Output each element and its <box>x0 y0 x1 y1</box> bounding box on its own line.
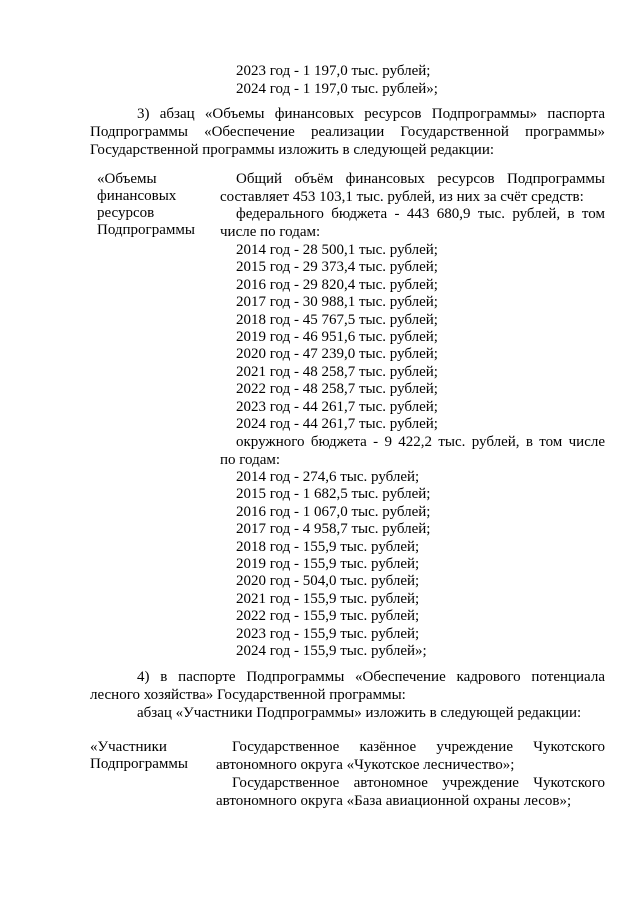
year-line: 2019 год - 155,9 тыс. рублей; <box>236 556 420 573</box>
year-line: 2021 год - 48 258,7 тыс. рублей; <box>236 363 438 380</box>
year-line: 2017 год - 4 958,7 тыс. рублей; <box>236 521 431 538</box>
year-line: 2017 год - 30 988,1 тыс. рублей; <box>236 294 438 311</box>
year-line: 2016 год - 1 067,0 тыс. рублей; <box>236 503 431 520</box>
table-text-line: Государственное автономное учреждение Чукотского <box>232 775 605 791</box>
year-line: 2023 год - 44 261,7 тыс. рублей; <box>236 398 438 415</box>
year-line: 2015 год - 1 682,5 тыс. рублей; <box>236 486 431 503</box>
table-text-line: Государственное казённое учреждение Чукотского <box>232 739 605 755</box>
year-line: 2014 год - 28 500,1 тыс. рублей; <box>236 242 438 258</box>
paragraph-line: 4) в паспорте Подпрограммы «Обеспечение кадрового потенциала <box>137 669 605 685</box>
year-line: 2024 год - 155,9 тыс. рублей»; <box>236 643 427 660</box>
text-line: 2024 год - 1 197,0 тыс. рублей»; <box>236 81 438 97</box>
label-line: Подпрограммы <box>90 756 188 772</box>
federal-years-list <box>236 242 438 433</box>
year-line: 2016 год - 29 820,4 тыс. рублей; <box>236 276 438 293</box>
paragraph-line: лесного хозяйства» Государственной программы: <box>90 687 406 703</box>
label-line: «Объемы <box>97 171 157 187</box>
year-line: 2020 год - 47 239,0 тыс. рублей; <box>236 346 438 363</box>
table-label <box>97 171 195 239</box>
year-line: 2018 год - 155,9 тыс. рублей; <box>236 538 420 555</box>
year-line: 2019 год - 46 951,6 тыс. рублей; <box>236 329 438 346</box>
table-text-line: по годам: <box>220 452 281 468</box>
year-line: 2023 год - 155,9 тыс. рублей; <box>236 625 420 642</box>
district-years-list <box>236 469 430 660</box>
table-label <box>90 739 188 773</box>
table-text-line: окружного бюджета - 9 422,2 тыс. рублей, в том числе <box>236 434 605 450</box>
table-text-line: федерального бюджета - 443 680,9 тыс. рублей, в том <box>236 206 605 222</box>
table-text-line: автономного округа «Чукотское лесничество»; <box>216 757 515 773</box>
table-text-line: автономного округа «База авиационной охраны лесов»; <box>216 793 572 809</box>
year-line: 2020 год - 504,0 тыс. рублей; <box>236 573 420 590</box>
label-line: «Участники <box>90 739 167 755</box>
paragraph-line: Государственной программы изложить в следующей редакции: <box>90 142 495 158</box>
paragraph-line: Подпрограммы «Обеспечение реализации Государственной программы» <box>90 124 605 140</box>
text-line: 2023 год - 1 197,0 тыс. рублей; <box>236 63 431 79</box>
year-line: 2022 год - 48 258,7 тыс. рублей; <box>236 381 438 398</box>
year-line: 2018 год - 45 767,5 тыс. рублей; <box>236 311 438 328</box>
year-line: 2022 год - 155,9 тыс. рублей; <box>236 608 420 625</box>
year-line: 2014 год - 274,6 тыс. рублей; <box>236 469 420 485</box>
table-text-line: Общий объём финансовых ресурсов Подпрограммы <box>236 171 605 187</box>
table-text-line: составляет 453 103,1 тыс. рублей, из них за счёт средств: <box>220 189 584 205</box>
year-line: 2024 год - 44 261,7 тыс. рублей; <box>236 416 438 433</box>
label-line: ресурсов <box>97 205 155 221</box>
paragraph-line: 3) абзац «Объемы финансовых ресурсов Подпрограммы» паспорта <box>137 106 605 122</box>
table-text-line: числе по годам: <box>220 224 321 240</box>
year-line: 2015 год - 29 373,4 тыс. рублей; <box>236 259 438 276</box>
label-line: Подпрограммы <box>97 222 195 238</box>
paragraph-line: абзац «Участники Подпрограммы» изложить в следующей редакции: <box>137 705 582 721</box>
year-line: 2021 год - 155,9 тыс. рублей; <box>236 590 420 607</box>
label-line: финансовых <box>97 188 177 204</box>
